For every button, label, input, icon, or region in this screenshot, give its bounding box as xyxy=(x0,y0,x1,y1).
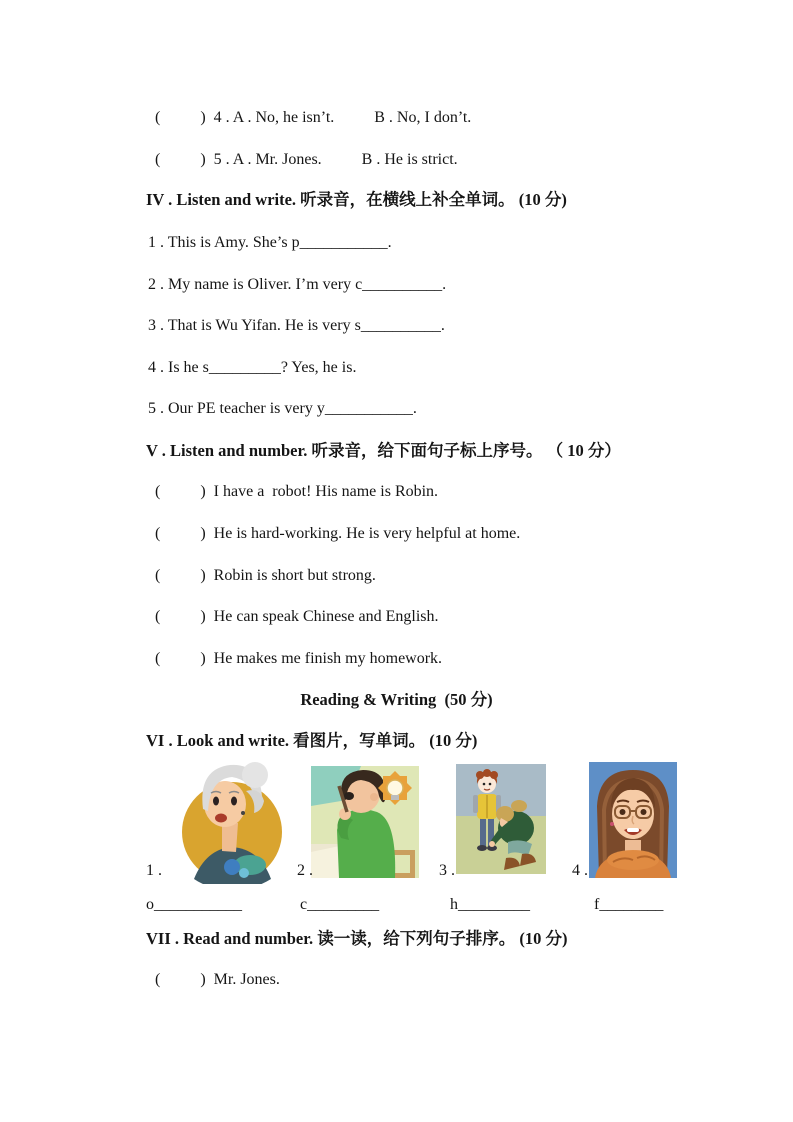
iv-item-2: 2 . My name is Oliver. I’m very c__________. xyxy=(148,276,447,293)
word-blank-3: h_________ xyxy=(450,896,530,913)
v-item-1: ( ) I have a robot! His name is Robin. xyxy=(155,483,439,500)
picture-number-2: 2 . xyxy=(297,862,313,879)
section-vii-heading: VII . Read and number. 读一读，给下列句子排序。 (10 分) xyxy=(146,929,568,948)
choice-line-5: ( ) 5 . A . Mr. Jones. B . He is strict. xyxy=(155,151,458,168)
iv-item-4: 4 . Is he s_________? Yes, he is. xyxy=(148,359,357,376)
iv-item-5: 5 . Our PE teacher is very y___________. xyxy=(148,400,417,417)
friendly-woman-illustration xyxy=(589,762,677,878)
word-blank-4: f________ xyxy=(594,896,664,913)
v-item-4: ( ) He can speak Chinese and English. xyxy=(155,608,439,625)
word-blank-2: c_________ xyxy=(300,896,380,913)
picture-old-woman xyxy=(172,757,290,884)
iv-item-3: 3 . That is Wu Yifan. He is very s__________. xyxy=(148,317,445,334)
picture-helpful-pair xyxy=(456,764,546,874)
picture-number-3: 3 . xyxy=(439,862,455,879)
picture-number-4: 4 . xyxy=(572,862,588,879)
v-item-5: ( ) He makes me finish my homework. xyxy=(155,650,443,667)
word-blank-1: o___________ xyxy=(146,896,242,913)
choice-line-4: ( ) 4 . A . No, he isn’t. B . No, I don’t. xyxy=(155,109,472,126)
v-item-2: ( ) He is hard-working. He is very helpful at home. xyxy=(155,525,521,542)
old-woman-illustration xyxy=(172,757,290,884)
picture-number-1: 1 . xyxy=(146,862,162,879)
reading-writing-title: Reading & Writing (50 分) xyxy=(300,690,493,709)
section-vi-heading: VI . Look and write. 看图片，写单词。 (10 分) xyxy=(146,731,478,750)
section-v-heading: V . Listen and number. 听录音，给下面句子标上序号。 （ 10 分） xyxy=(146,441,621,460)
clever-boy-illustration xyxy=(311,766,419,878)
picture-clever-boy xyxy=(311,766,419,878)
vii-item-1: ( ) Mr. Jones. xyxy=(155,971,280,988)
section-iv-heading: IV . Listen and write. 听录音，在横线上补全单词。 (10 分) xyxy=(146,190,567,209)
iv-item-1: 1 . This is Amy. She’s p___________. xyxy=(148,234,392,251)
v-item-3: ( ) Robin is short but strong. xyxy=(155,567,376,584)
picture-friendly-woman xyxy=(589,762,677,878)
helpful-illustration xyxy=(456,764,546,874)
